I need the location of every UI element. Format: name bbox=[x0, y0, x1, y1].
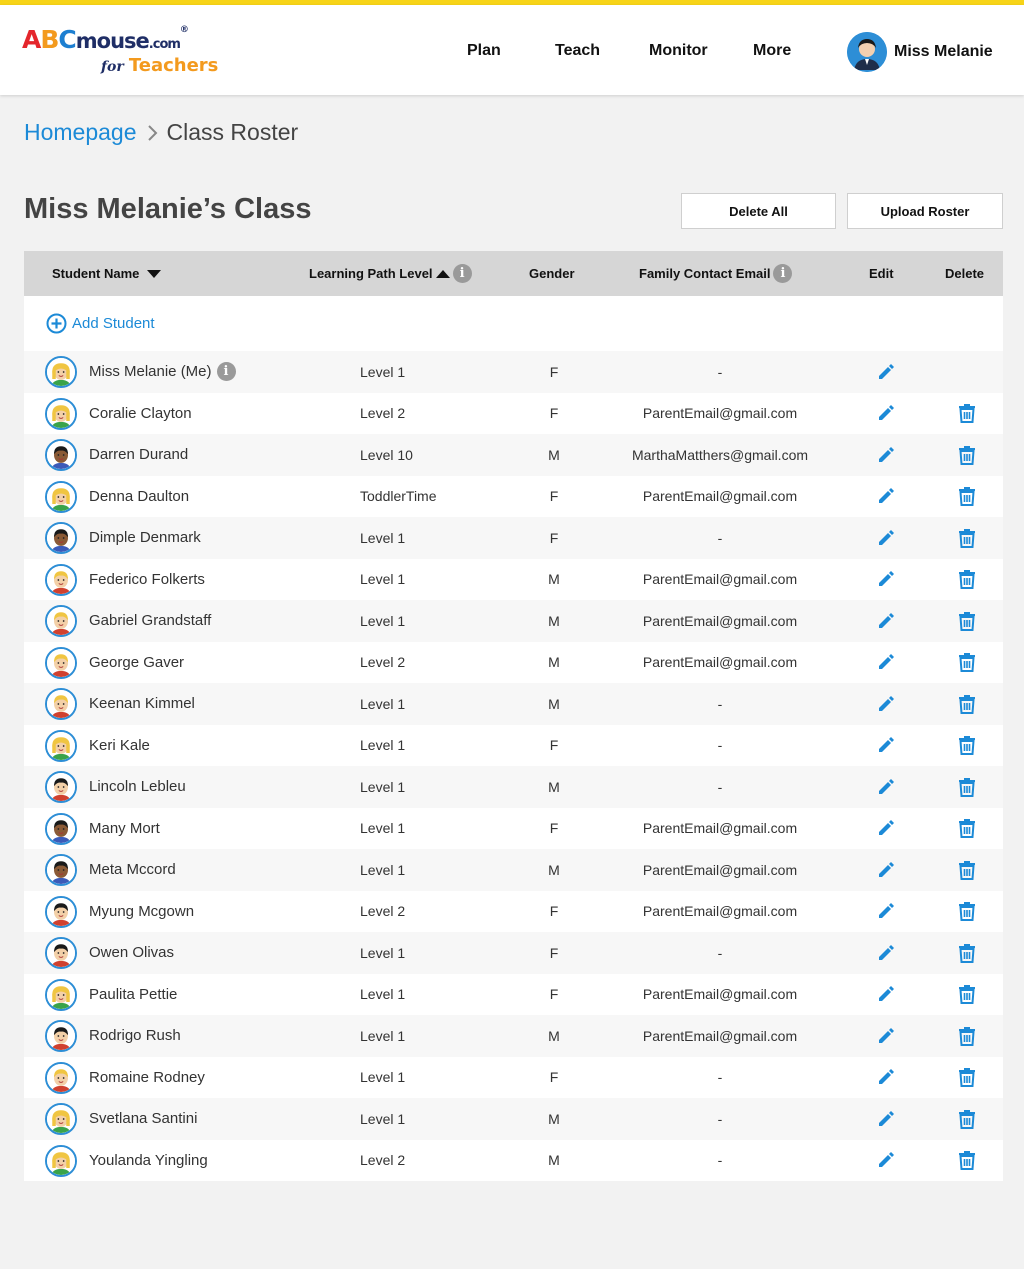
delete-all-button[interactable]: Delete All bbox=[681, 193, 836, 229]
student-level: Level 1 bbox=[360, 861, 406, 878]
student-name-cell bbox=[89, 974, 177, 1016]
student-avatar-icon bbox=[45, 1020, 77, 1052]
student-name-cell bbox=[89, 434, 188, 476]
student-avatar-icon bbox=[45, 481, 77, 513]
student-avatar-icon bbox=[45, 564, 77, 596]
student-name: George Gaver bbox=[89, 653, 185, 671]
student-name: Youlanda Yingling bbox=[89, 1151, 208, 1169]
nav-teach[interactable]: Teach bbox=[555, 42, 601, 59]
delete-trash-icon[interactable] bbox=[958, 849, 976, 891]
table-row: Paulita Pettie Level 1 F ParentEmail@gmail.com bbox=[24, 974, 1003, 1016]
student-name-cell bbox=[89, 891, 194, 933]
edit-pencil-icon[interactable] bbox=[877, 559, 895, 601]
edit-pencil-icon[interactable] bbox=[877, 1140, 895, 1182]
edit-pencil-icon[interactable] bbox=[877, 476, 895, 518]
table-row: Rodrigo Rush Level 1 M ParentEmail@gmail.com bbox=[24, 1015, 1003, 1057]
add-student-button[interactable] bbox=[46, 313, 155, 334]
student-name: Meta Mccord bbox=[89, 861, 176, 879]
delete-trash-icon[interactable] bbox=[958, 1140, 976, 1182]
student-avatar-icon bbox=[45, 522, 77, 554]
student-avatar-icon bbox=[45, 398, 77, 430]
sort-desc-icon bbox=[147, 270, 161, 278]
header-student-name[interactable] bbox=[52, 251, 161, 296]
header-delete: Delete bbox=[945, 266, 985, 281]
edit-pencil-icon[interactable] bbox=[877, 849, 895, 891]
student-name: Paulita Pettie bbox=[89, 985, 178, 1003]
student-name-cell bbox=[89, 393, 192, 435]
student-name: Coralie Clayton bbox=[89, 404, 192, 422]
student-name-cell bbox=[89, 517, 201, 559]
delete-trash-icon[interactable] bbox=[958, 1057, 976, 1099]
breadcrumb-homepage-link[interactable]: Homepage bbox=[24, 119, 137, 145]
delete-trash-icon[interactable] bbox=[958, 393, 976, 435]
logo-for: for bbox=[101, 59, 124, 75]
delete-trash-icon[interactable] bbox=[958, 808, 976, 850]
logo-teachers: Teachers bbox=[128, 55, 219, 76]
table-row: Meta Mccord Level 1 M ParentEmail@gmail.com bbox=[24, 849, 1003, 891]
table-row: Svetlana Santini Level 1 M - bbox=[24, 1098, 1003, 1140]
edit-pencil-icon[interactable] bbox=[877, 434, 895, 476]
email-info-icon[interactable]: i bbox=[773, 264, 792, 283]
breadcrumb-current: Class Roster bbox=[166, 119, 299, 145]
table-row: Many Mort Level 1 F ParentEmail@gmail.com bbox=[24, 808, 1003, 850]
delete-trash-icon[interactable] bbox=[958, 974, 976, 1016]
logo-wordmark bbox=[22, 25, 232, 54]
edit-pencil-icon[interactable] bbox=[877, 1015, 895, 1057]
delete-trash-icon[interactable] bbox=[958, 1015, 976, 1057]
logo-mouse: mouse bbox=[75, 29, 149, 53]
student-name-cell bbox=[89, 683, 195, 725]
abcmouse-teachers-logo[interactable] bbox=[22, 25, 232, 81]
student-level: Level 1 bbox=[360, 612, 406, 629]
student-name: Many Mort bbox=[89, 819, 160, 837]
table-row: Lincoln Lebleu Level 1 M - bbox=[24, 766, 1003, 808]
delete-trash-icon[interactable] bbox=[958, 559, 976, 601]
student-name: Keri Kale bbox=[89, 736, 150, 754]
edit-pencil-icon[interactable] bbox=[877, 974, 895, 1016]
header-student-name-label: Student Name bbox=[52, 266, 140, 281]
student-name-cell bbox=[89, 1140, 208, 1182]
student-name-cell bbox=[89, 1057, 205, 1099]
student-name: Rodrigo Rush bbox=[89, 1027, 181, 1045]
student-avatar-icon bbox=[45, 688, 77, 720]
sort-asc-icon bbox=[436, 270, 450, 278]
teacher-info-icon[interactable]: i bbox=[217, 362, 236, 381]
teacher-avatar-icon bbox=[847, 32, 887, 72]
delete-trash-icon[interactable] bbox=[958, 766, 976, 808]
student-rows bbox=[24, 351, 1003, 1181]
add-student-row bbox=[24, 296, 1003, 351]
table-row: Owen Olivas Level 1 F - bbox=[24, 932, 1003, 974]
student-name-cell bbox=[89, 351, 236, 393]
edit-pencil-icon[interactable] bbox=[877, 766, 895, 808]
delete-trash-icon[interactable] bbox=[958, 517, 976, 559]
edit-pencil-icon[interactable] bbox=[877, 725, 895, 767]
upload-roster-button[interactable]: Upload Roster bbox=[847, 193, 1003, 229]
logo-dotcom: .com bbox=[148, 37, 180, 52]
logo-registered: ® bbox=[179, 25, 188, 35]
student-avatar-icon bbox=[45, 730, 77, 762]
delete-trash-icon[interactable] bbox=[958, 642, 976, 684]
student-name: Owen Olivas bbox=[89, 944, 175, 962]
student-avatar-icon bbox=[45, 813, 77, 845]
top-header bbox=[0, 5, 1024, 95]
student-avatar-icon bbox=[45, 937, 77, 969]
delete-trash-icon[interactable] bbox=[958, 725, 976, 767]
edit-pencil-icon[interactable] bbox=[877, 683, 895, 725]
delete-trash-icon[interactable] bbox=[958, 891, 976, 933]
student-name-cell bbox=[89, 1098, 197, 1140]
table-row: Darren Durand Level 10 M MarthaMatthers@gmail.com bbox=[24, 434, 1003, 476]
student-level: Level 2 bbox=[360, 654, 406, 671]
student-name-cell bbox=[89, 932, 174, 974]
table-row: Miss Melanie (Me) i Level 1 F - bbox=[24, 351, 1003, 393]
student-avatar-icon bbox=[45, 356, 77, 388]
student-name-cell bbox=[89, 849, 176, 891]
student-avatar-icon bbox=[45, 979, 77, 1011]
student-name-cell bbox=[89, 766, 186, 808]
table-row: Youlanda Yingling Level 2 M - bbox=[24, 1140, 1003, 1182]
student-name: Myung Mcgown bbox=[89, 902, 195, 920]
table-row: Romaine Rodney Level 1 F - bbox=[24, 1057, 1003, 1099]
header-learning-path-level[interactable] bbox=[309, 251, 472, 296]
edit-pencil-icon[interactable] bbox=[877, 1057, 895, 1099]
student-name-cell bbox=[89, 642, 184, 684]
student-avatar-icon bbox=[45, 1145, 77, 1177]
student-avatar-icon bbox=[45, 439, 77, 471]
header-email-label: Family Contact Email bbox=[639, 266, 771, 281]
student-level: Level 1 bbox=[360, 529, 406, 546]
student-name: Romaine Rodney bbox=[89, 1068, 205, 1086]
delete-trash-icon[interactable] bbox=[958, 1098, 976, 1140]
student-level: Level 1 bbox=[360, 778, 406, 795]
roster-table bbox=[24, 251, 1003, 1181]
delete-trash-icon[interactable] bbox=[958, 600, 976, 642]
table-row: Keenan Kimmel Level 1 M - bbox=[24, 683, 1003, 725]
student-avatar-icon bbox=[45, 605, 77, 637]
student-name: Dimple Denmark bbox=[89, 529, 201, 547]
student-name: Miss Melanie (Me) bbox=[89, 363, 212, 381]
user-menu[interactable] bbox=[847, 32, 993, 72]
student-level: Level 2 bbox=[360, 405, 406, 422]
student-name: Federico Folkerts bbox=[89, 570, 205, 588]
student-name: Keenan Kimmel bbox=[89, 695, 195, 713]
edit-pencil-icon[interactable] bbox=[877, 600, 895, 642]
student-name-cell bbox=[89, 600, 211, 642]
page-title: Miss Melanie’s Class bbox=[24, 193, 312, 225]
student-name-cell bbox=[89, 808, 160, 850]
student-level: Level 1 bbox=[360, 1069, 406, 1086]
student-level: Level 10 bbox=[360, 446, 413, 463]
nav-monitor[interactable]: Monitor bbox=[649, 42, 708, 59]
student-level: Level 1 bbox=[360, 944, 406, 961]
delete-trash-icon[interactable] bbox=[958, 932, 976, 974]
student-level: Level 1 bbox=[360, 695, 406, 712]
student-name: Darren Durand bbox=[89, 446, 189, 464]
student-avatar-icon bbox=[45, 1062, 77, 1094]
delete-trash-icon[interactable] bbox=[958, 683, 976, 725]
student-avatar-icon bbox=[45, 771, 77, 803]
level-info-icon[interactable]: i bbox=[453, 264, 472, 283]
student-name: Denna Daulton bbox=[89, 487, 190, 505]
student-name-cell bbox=[89, 1015, 181, 1057]
student-name: Svetlana Santini bbox=[89, 1110, 198, 1128]
student-avatar-icon bbox=[45, 1103, 77, 1135]
table-row: Gabriel Grandstaff Level 1 M ParentEmail@gmail.com bbox=[24, 600, 1003, 642]
edit-pencil-icon[interactable] bbox=[877, 351, 895, 393]
header-level-label: Learning Path Level bbox=[309, 266, 433, 281]
student-name: Gabriel Grandstaff bbox=[89, 612, 212, 630]
logo-letter-a: A bbox=[22, 25, 41, 54]
table-row: Myung Mcgown Level 2 F ParentEmail@gmail.com bbox=[24, 891, 1003, 933]
student-avatar-icon bbox=[45, 647, 77, 679]
nav-more[interactable]: More bbox=[753, 42, 792, 59]
header-edit: Edit bbox=[869, 266, 894, 281]
edit-pencil-icon[interactable] bbox=[877, 517, 895, 559]
student-level: Level 1 bbox=[360, 1027, 406, 1044]
edit-pencil-icon[interactable] bbox=[877, 932, 895, 974]
student-avatar-icon bbox=[45, 854, 77, 886]
edit-pencil-icon[interactable] bbox=[877, 1098, 895, 1140]
student-level: Level 1 bbox=[360, 1110, 406, 1127]
header-gender: Gender bbox=[529, 266, 575, 281]
edit-pencil-icon[interactable] bbox=[877, 808, 895, 850]
user-name: Miss Melanie bbox=[894, 43, 993, 60]
table-row: Coralie Clayton Level 2 F ParentEmail@gmail.com bbox=[24, 393, 1003, 435]
plus-circle-icon bbox=[46, 313, 67, 334]
student-name-cell bbox=[89, 476, 189, 518]
student-level: Level 1 bbox=[360, 737, 406, 754]
table-row: George Gaver Level 2 M ParentEmail@gmail.com bbox=[24, 642, 1003, 684]
student-name: Lincoln Lebleu bbox=[89, 778, 186, 796]
chevron-right-icon bbox=[146, 124, 158, 142]
student-level: Level 1 bbox=[360, 986, 406, 1003]
breadcrumb bbox=[24, 119, 298, 146]
edit-pencil-icon[interactable] bbox=[877, 393, 895, 435]
delete-trash-icon[interactable] bbox=[958, 434, 976, 476]
student-level: ToddlerTime bbox=[360, 488, 437, 505]
logo-letter-b: B bbox=[40, 25, 59, 54]
add-student-label: Add Student bbox=[72, 315, 155, 332]
student-level: Level 1 bbox=[360, 820, 406, 837]
edit-pencil-icon[interactable] bbox=[877, 642, 895, 684]
student-name-cell bbox=[89, 559, 205, 601]
edit-pencil-icon[interactable] bbox=[877, 891, 895, 933]
student-avatar-icon bbox=[45, 896, 77, 928]
student-level: Level 1 bbox=[360, 363, 406, 380]
logo-subline bbox=[101, 55, 218, 76]
table-header bbox=[24, 251, 1003, 296]
table-row: Federico Folkerts Level 1 M ParentEmail@gmail.com bbox=[24, 559, 1003, 601]
nav-plan[interactable]: Plan bbox=[467, 42, 501, 59]
student-name-cell bbox=[89, 725, 150, 767]
delete-trash-icon[interactable] bbox=[958, 476, 976, 518]
table-row: Dimple Denmark Level 1 F - bbox=[24, 517, 1003, 559]
student-level: Level 2 bbox=[360, 1152, 406, 1169]
table-row: Keri Kale Level 1 F - bbox=[24, 725, 1003, 767]
student-level: Level 1 bbox=[360, 571, 406, 588]
logo-letter-c: C bbox=[58, 25, 76, 54]
table-row: Denna Daulton ToddlerTime F ParentEmail@gmail.com bbox=[24, 476, 1003, 518]
header-family-email bbox=[639, 251, 792, 296]
student-level: Level 2 bbox=[360, 903, 406, 920]
